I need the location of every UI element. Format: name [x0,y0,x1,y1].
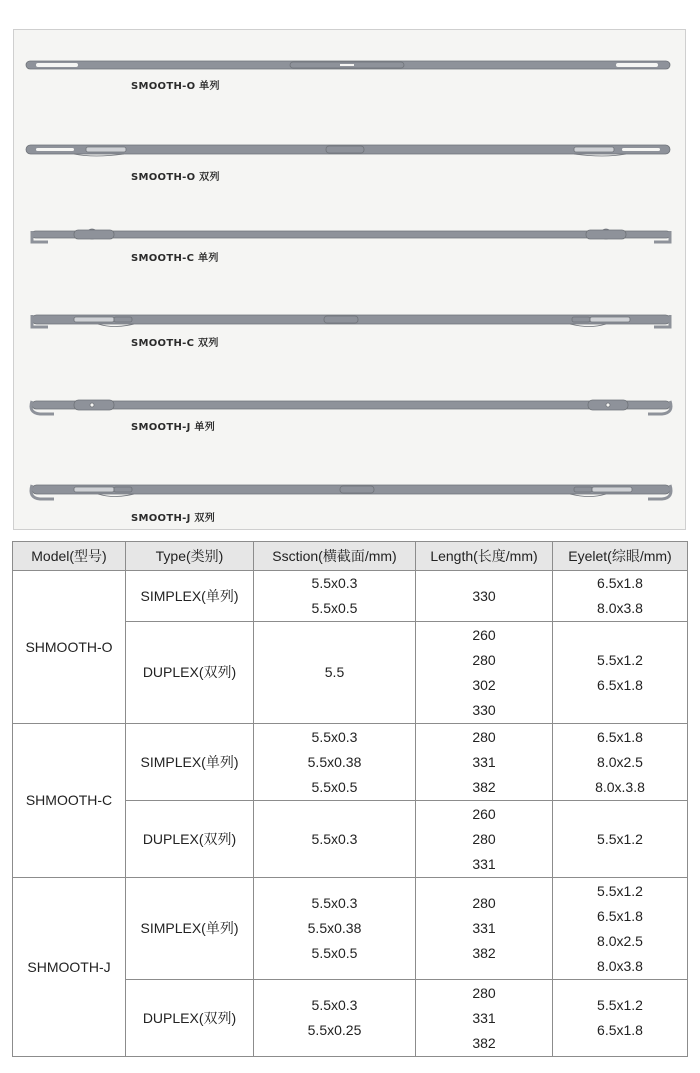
type-cell: DUPLEX(双列) [126,801,254,878]
type-cell: SIMPLEX(单列) [126,724,254,801]
eyelet-cell: 5.5x1.2 6.5x1.8 [553,980,688,1057]
header-type: Type(类别) [126,542,254,571]
table-row [13,571,688,622]
length-cell: 280 331 382 [416,878,553,980]
type-cell: SIMPLEX(单列) [126,571,254,622]
eyelet-cell: 6.5x1.8 8.0x2.5 8.0x.3.8 [553,724,688,801]
eyelet-cell: 5.5x1.2 [553,801,688,878]
section-cell: 5.5x0.3 5.5x0.5 [254,571,416,622]
model-cell: SHMOOTH-J [13,878,126,1057]
model-cell: SHMOOTH-O [13,571,126,724]
spec-table [12,541,688,1057]
length-cell: 330 [416,571,553,622]
eyelet-cell: 5.5x1.2 6.5x1.8 [553,622,688,724]
length-cell: 260 280 331 [416,801,553,878]
section-cell: 5.5x0.3 [254,801,416,878]
heald-wire-smooth-o-simplex [26,61,670,69]
label-smooth-j-simplex: SMOOTH-J 单列 [131,422,215,433]
table-header-row [13,542,688,571]
label-smooth-c-simplex: SMOOTH-C 单列 [131,253,219,264]
heald-wires-photo [13,29,686,530]
heald-wire-smooth-o-duplex [26,145,670,156]
heald-wires-illustration [14,30,687,531]
type-cell: DUPLEX(双列) [126,622,254,724]
label-smooth-j-duplex: SMOOTH-J 双列 [131,513,215,524]
eyelet-cell: 6.5x1.8 8.0x3.8 [553,571,688,622]
label-smooth-o-duplex: SMOOTH-O 双列 [131,172,220,183]
type-cell: SIMPLEX(单列) [126,878,254,980]
length-cell: 260 280 302 330 [416,622,553,724]
heald-wire-smooth-c-duplex [32,315,670,327]
section-cell: 5.5x0.3 5.5x0.38 5.5x0.5 [254,724,416,801]
heald-wire-smooth-c-simplex [32,229,670,242]
heald-wire-smooth-j-simplex [31,400,671,414]
section-cell: 5.5x0.3 5.5x0.25 [254,980,416,1057]
header-length: Length(长度/mm) [416,542,553,571]
length-cell: 280 331 382 [416,980,553,1057]
label-smooth-c-duplex: SMOOTH-C 双列 [131,338,219,349]
length-cell: 280 331 382 [416,724,553,801]
section-cell: 5.5x0.3 5.5x0.38 5.5x0.5 [254,878,416,980]
header-eyelet: Eyelet(综眼/mm) [553,542,688,571]
header-model: Model(型号) [13,542,126,571]
model-cell: SHMOOTH-C [13,724,126,878]
heald-wire-smooth-j-duplex [31,485,671,499]
table-row [13,878,688,980]
header-section: Ssction(横截面/mm) [254,542,416,571]
section-cell: 5.5 [254,622,416,724]
table-row [13,724,688,801]
eyelet-cell: 5.5x1.2 6.5x1.8 8.0x2.5 8.0x3.8 [553,878,688,980]
label-smooth-o-simplex: SMOOTH-O 单列 [131,81,220,92]
type-cell: DUPLEX(双列) [126,980,254,1057]
